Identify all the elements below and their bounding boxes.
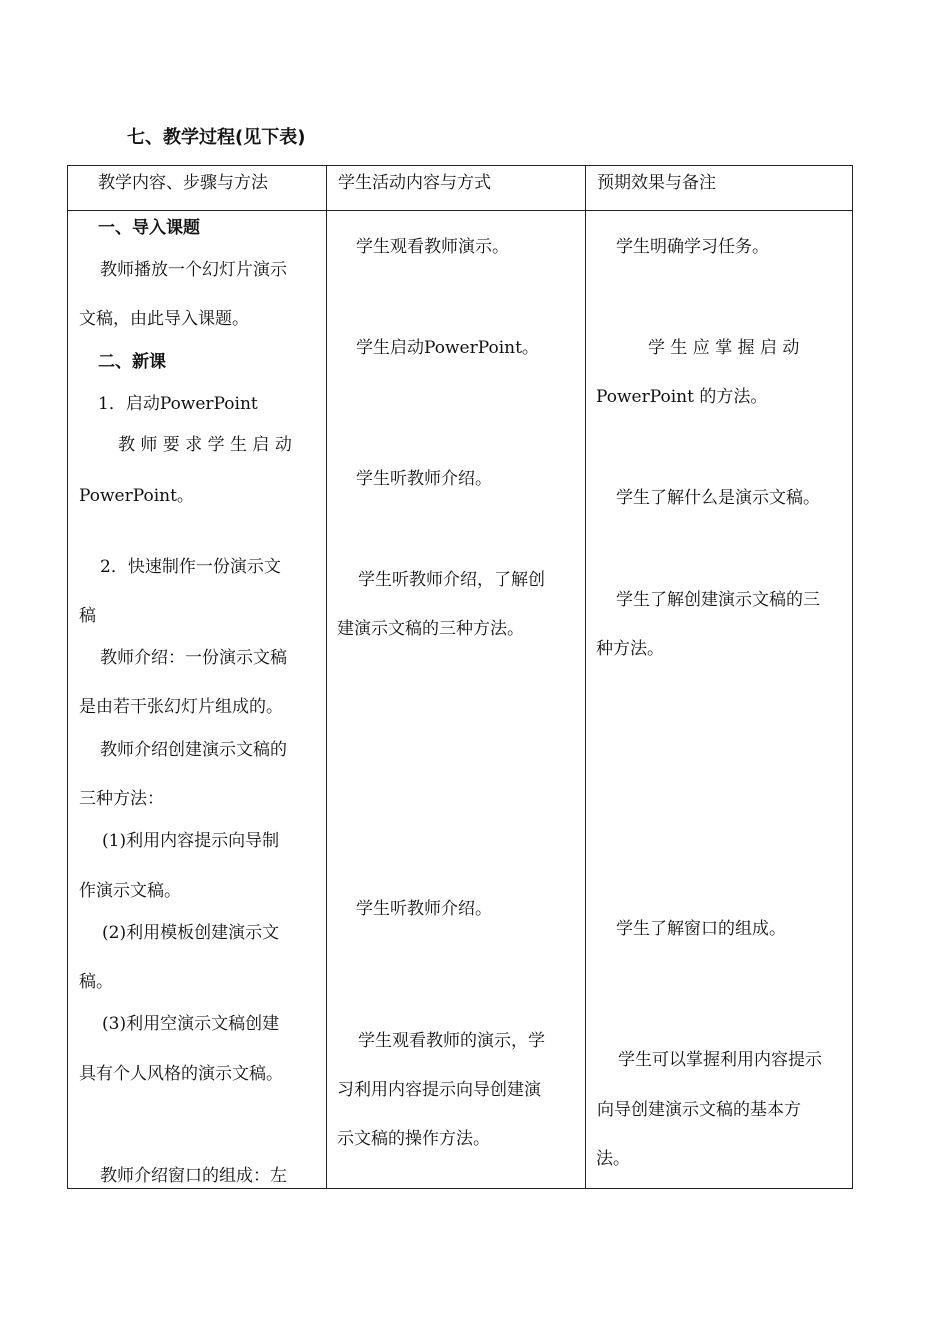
col3-line: 学生可以掌握利用内容提示 bbox=[618, 1050, 822, 1070]
col1-line: 文稿，由此导入课题。 bbox=[79, 309, 249, 329]
column-divider bbox=[585, 166, 586, 1188]
col3-line: 种方法。 bbox=[596, 639, 664, 659]
col3-line: 学生了解什么是演示文稿。 bbox=[616, 488, 820, 508]
col1-line: 作演示文稿。 bbox=[79, 881, 181, 901]
col3-line: 学生明确学习任务。 bbox=[616, 237, 769, 257]
header-divider bbox=[68, 210, 852, 211]
col1-line: 2．快速制作一份演示文 bbox=[100, 557, 281, 577]
col2-line: 学生启动PowerPoint。 bbox=[356, 338, 539, 358]
col1-line: 具有个人风格的演示文稿。 bbox=[79, 1064, 283, 1084]
col1-line: 是由若干张幻灯片组成的。 bbox=[79, 697, 283, 717]
col2-line: 学生听教师介绍，了解创 bbox=[358, 570, 545, 590]
col1-line: 1．启动PowerPoint bbox=[98, 394, 258, 414]
col2-line: 学生观看教师的演示，学 bbox=[358, 1031, 545, 1051]
col1-line: (3)利用空演示文稿创建 bbox=[102, 1014, 280, 1034]
col3-line: 学生了解窗口的组成。 bbox=[616, 919, 786, 939]
header-cell-expected-effect: 预期效果与备注 bbox=[597, 173, 716, 193]
col1-line: 二、新课 bbox=[98, 352, 166, 372]
col1-line: 三种方法： bbox=[79, 789, 164, 809]
col3-line: 向导创建演示文稿的基本方 bbox=[597, 1100, 801, 1120]
section-heading: 七、教学过程(见下表) bbox=[127, 127, 306, 148]
col1-line: 稿 bbox=[79, 606, 96, 626]
col1-line: 稿。 bbox=[79, 972, 113, 992]
header-cell-student-activity: 学生活动内容与方式 bbox=[338, 173, 491, 193]
col1-line: 一、导入课题 bbox=[98, 218, 200, 238]
col1-line: 教师介绍：一份演示文稿 bbox=[100, 648, 287, 668]
col3-line: PowerPoint 的方法。 bbox=[596, 387, 768, 407]
col3-line: 法。 bbox=[596, 1149, 630, 1169]
col2-line: 习利用内容提示向导创建演 bbox=[337, 1080, 541, 1100]
col2-line: 学生听教师介绍。 bbox=[356, 469, 492, 489]
col1-line: 教 师 要 求 学 生 启 动 bbox=[118, 435, 292, 455]
col1-line: PowerPoint。 bbox=[79, 486, 194, 506]
column-divider bbox=[326, 166, 327, 1188]
col1-line: (1)利用内容提示向导制 bbox=[102, 831, 280, 851]
col1-line: 教师播放一个幻灯片演示 bbox=[100, 260, 287, 280]
col1-line: 教师介绍窗口的组成：左 bbox=[100, 1166, 287, 1186]
col2-line: 学生观看教师演示。 bbox=[356, 237, 509, 257]
header-cell-content: 教学内容、步骤与方法 bbox=[98, 173, 268, 193]
col2-line: 示文稿的操作方法。 bbox=[337, 1129, 490, 1149]
col3-line: 学生了解创建演示文稿的三 bbox=[616, 590, 820, 610]
col3-line: 学 生 应 掌 握 启 动 bbox=[648, 338, 800, 358]
col2-line: 学生听教师介绍。 bbox=[356, 899, 492, 919]
teaching-process-table bbox=[67, 165, 853, 1189]
col2-line: 建演示文稿的三种方法。 bbox=[337, 619, 524, 639]
col1-line: (2)利用模板创建演示文 bbox=[102, 923, 280, 943]
col1-line: 教师介绍创建演示文稿的 bbox=[100, 740, 287, 760]
